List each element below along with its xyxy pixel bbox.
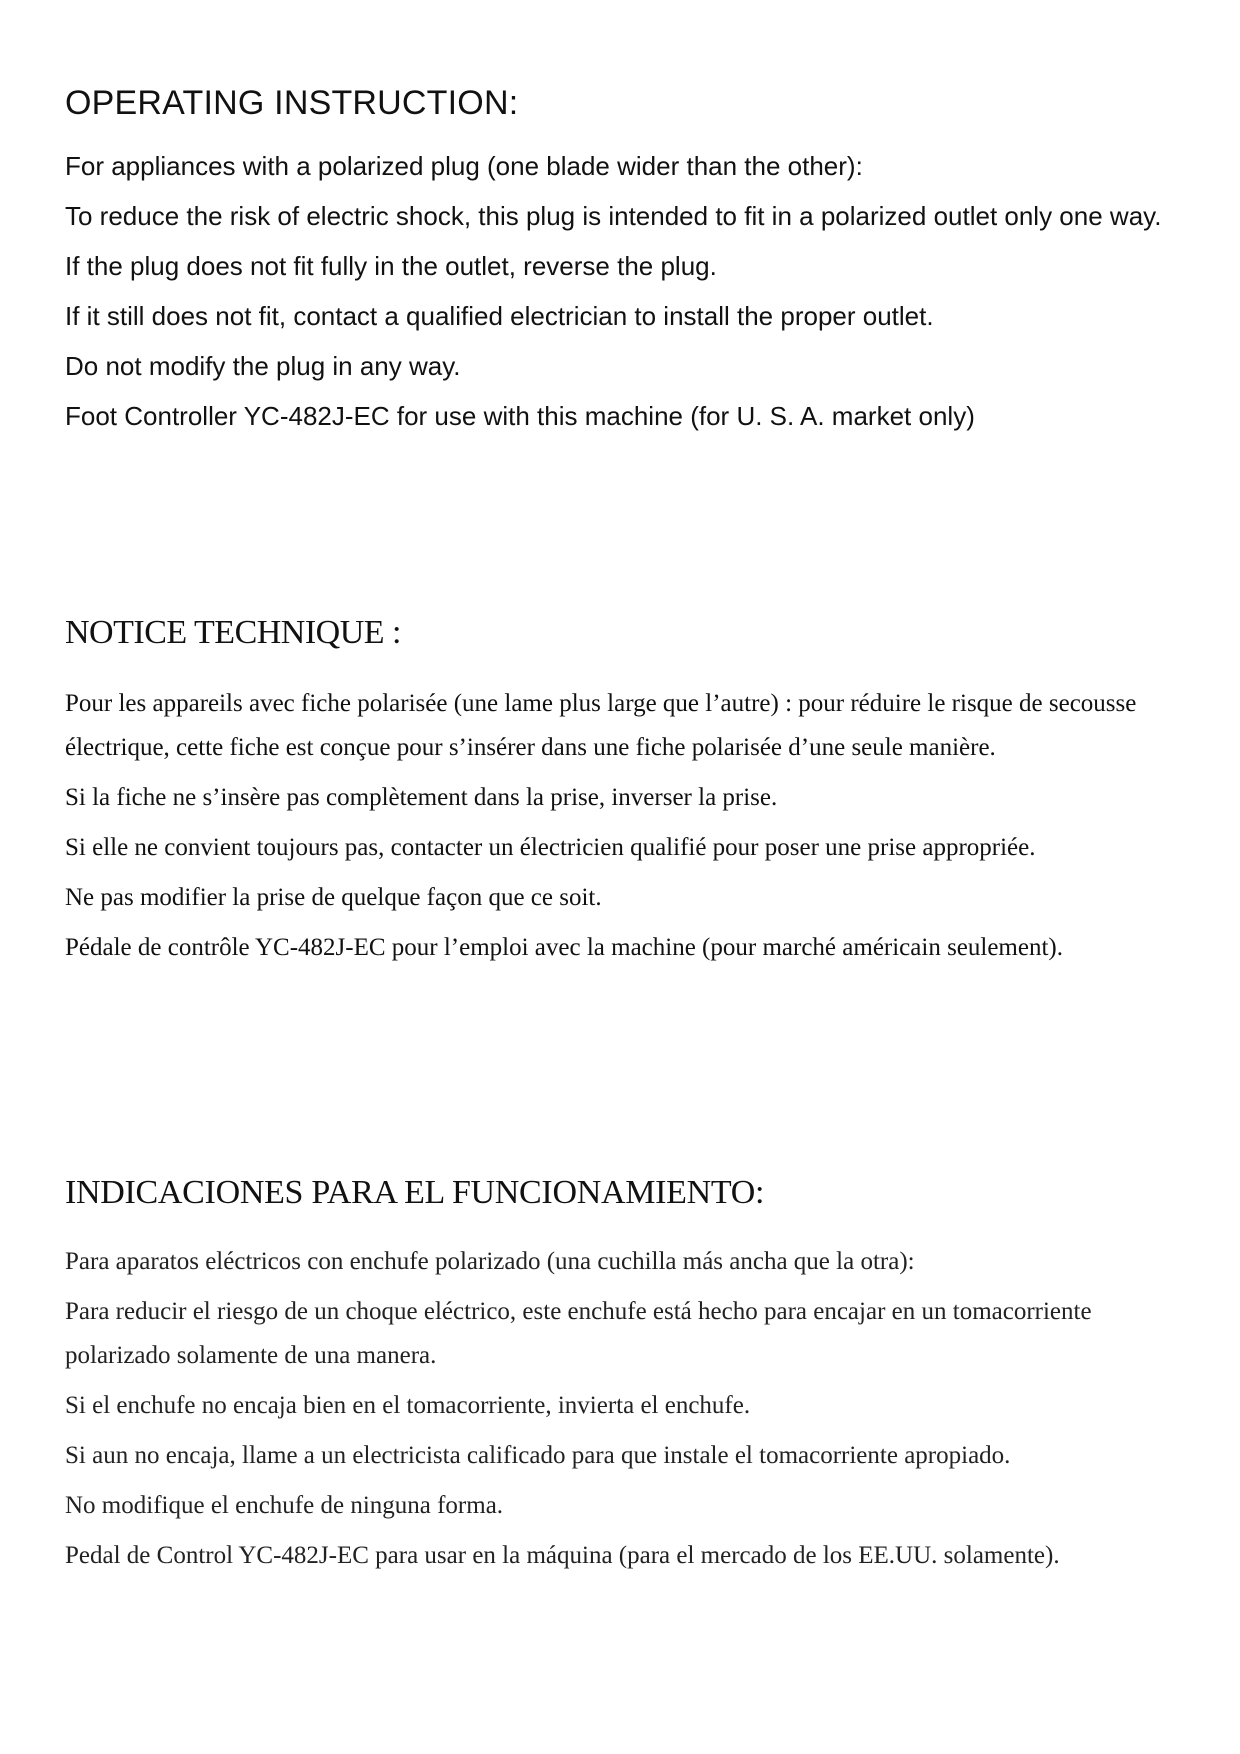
spanish-paragraph-reduce-risk: Para reducir el riesgo de un choque eléctrico, este enchufe está hecho para encajar en un tomacorriente polarizado solamente de una manera.	[65, 1298, 1092, 1369]
spanish-paragraph-do-not-modify: No modifique el enchufe de ninguna forma.	[65, 1492, 504, 1519]
french-paragraph-foot-controller: Pédale de contrôle YC-482J-EC pour l’emploi avec la machine (pour marché américain seulement).	[65, 934, 1063, 961]
spanish-heading: INDICACIONES PARA EL FUNCIONAMIENTO:	[65, 1174, 765, 1211]
spanish-paragraph-contact-electrician: Si aun no encaja, llame a un electricista calificado para que instale el tomacorriente apropiado.	[65, 1442, 1011, 1469]
spanish-paragraph-polarized-plug: Para aparatos eléctricos con enchufe polarizado (una cuchilla más ancha que la otra):	[65, 1248, 915, 1275]
french-paragraph-reverse-plug: Si la fiche ne s’insère pas complètement dans la prise, inverser la prise.	[65, 784, 778, 811]
english-paragraph-do-not-modify: Do not modify the plug in any way.	[65, 351, 461, 381]
french-paragraph-contact-electrician: Si elle ne convient toujours pas, contacter un électricien qualifié pour poser une prise appropriée.	[65, 834, 1036, 861]
french-paragraph-polarized-plug: Pour les appareils avec fiche polarisée (une lame plus large que l’autre) : pour réduire le risque de secousse électrique, cette fiche est conçue pour s’insérer dans une fiche polarisée d’une seule manière.	[65, 690, 1137, 761]
spanish-paragraph-foot-controller: Pedal de Control YC-482J-EC para usar en la máquina (para el mercado de los EE.UU. solamente).	[65, 1542, 1060, 1569]
english-paragraph-reduce-risk: To reduce the risk of electric shock, this plug is intended to fit in a polarized outlet only one way.	[65, 201, 1162, 231]
spanish-paragraph-reverse-plug: Si el enchufe no encaja bien en el tomacorriente, invierta el enchufe.	[65, 1392, 751, 1419]
english-section	[65, 78, 1235, 444]
english-paragraph-foot-controller: Foot Controller YC-482J-EC for use with this machine (for U. S. A. market only)	[65, 401, 975, 431]
french-paragraph-do-not-modify: Ne pas modifier la prise de quelque façon que ce soit.	[65, 884, 602, 911]
english-heading: OPERATING INSTRUCTION:	[65, 84, 519, 122]
french-heading: NOTICE TECHNIQUE :	[65, 614, 401, 651]
english-paragraph-reverse-plug: If the plug does not fit fully in the outlet, reverse the plug.	[65, 251, 717, 281]
french-section	[65, 608, 1235, 976]
spanish-section	[65, 1168, 1235, 1584]
english-paragraph-contact-electrician: If it still does not fit, contact a qualified electrician to install the proper outlet.	[65, 301, 934, 331]
english-paragraph-polarized-plug: For appliances with a polarized plug (one blade wider than the other):	[65, 151, 863, 181]
